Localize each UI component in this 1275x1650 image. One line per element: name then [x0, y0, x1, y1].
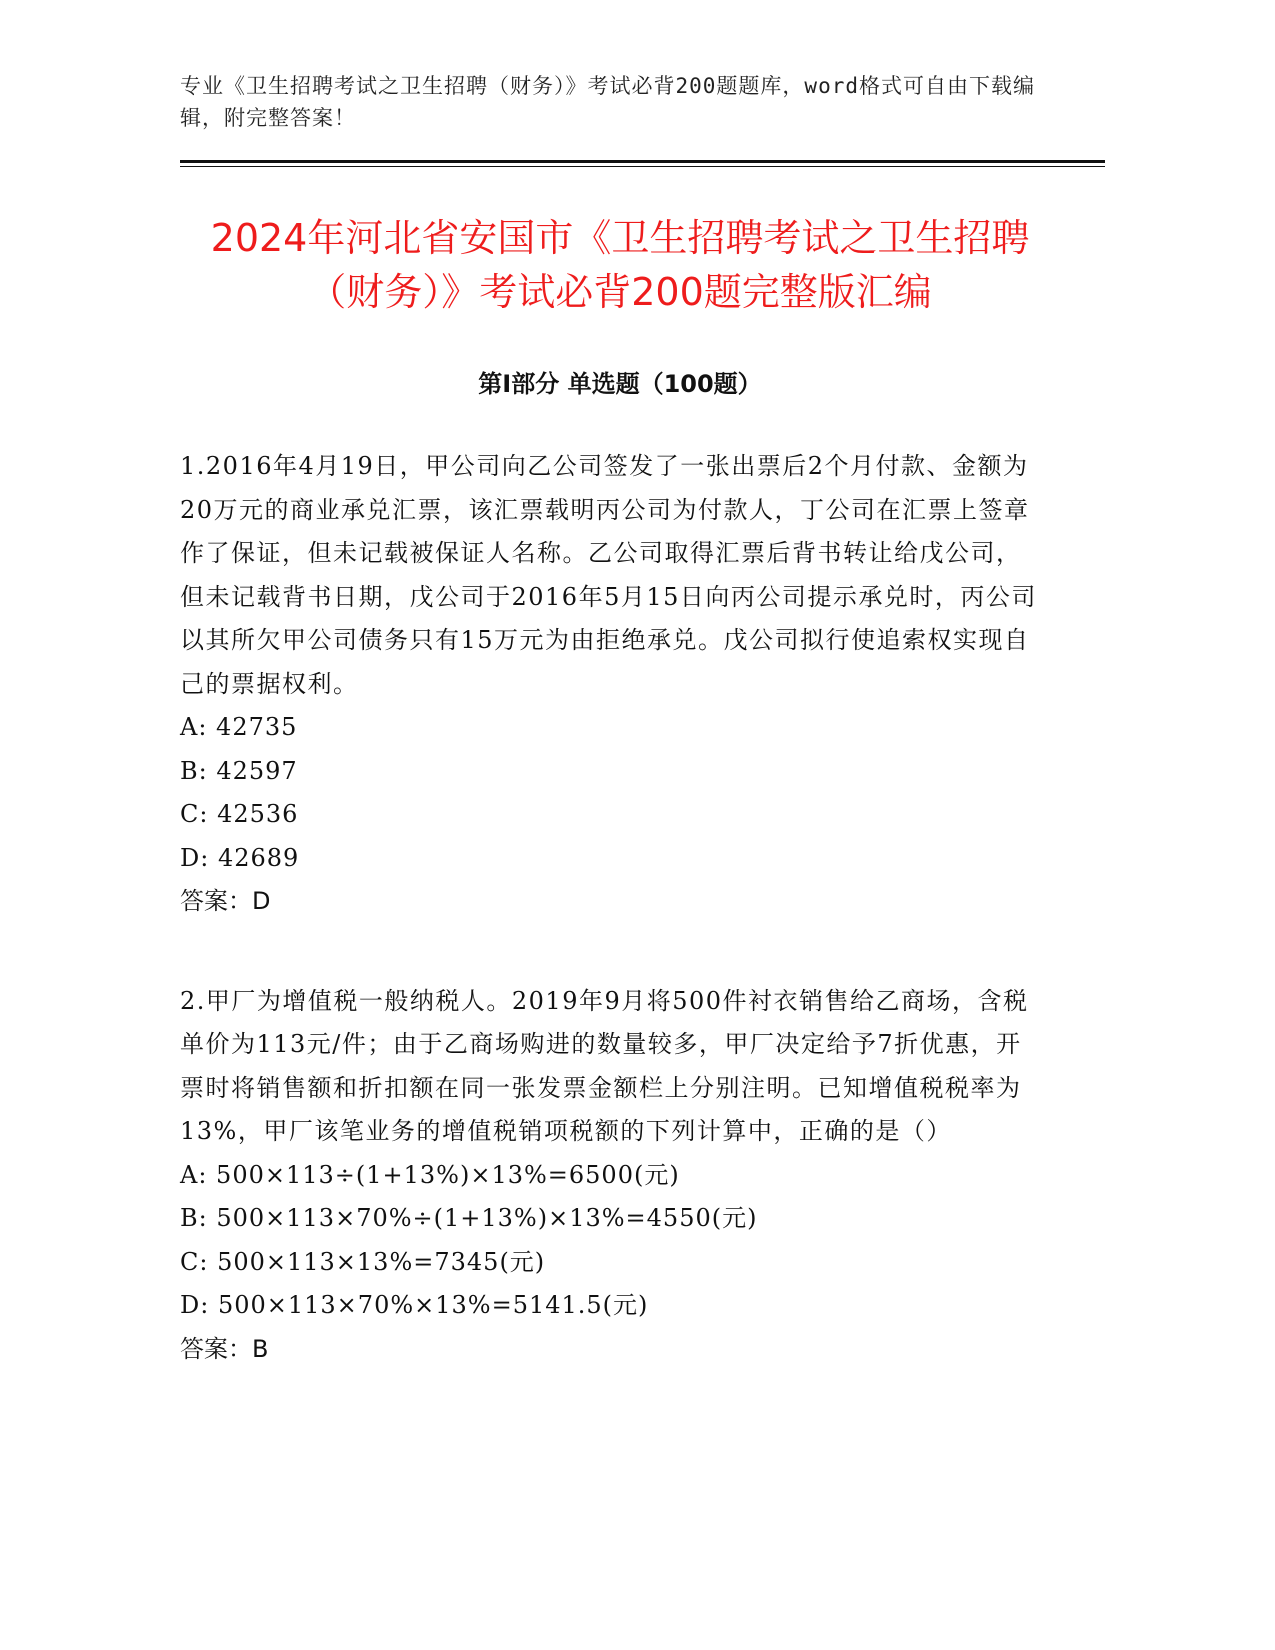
- option-b: B: 42597: [180, 756, 298, 785]
- question-stem: 2.甲厂为增值税一般纳税人。2019年9月将500件衬衣销售给乙商场，含税单价为113元/件；由于乙商场购进的数量较多，甲厂决定给予7折优惠，开票时将销售额和折扣额在同一张发票金额栏上分别注明。已知增值税税率为13%，甲厂该笔业务的增值税销项税额的下列计算中，正确的是（）: [180, 986, 1029, 1145]
- header-divider: [180, 160, 1105, 167]
- section-title: 第Ⅰ部分 单选题（100题）: [478, 370, 762, 398]
- option-c: C: 500×113×13%=7345(元): [180, 1247, 546, 1276]
- question-2: [180, 980, 1105, 1372]
- question-stem: 1.2016年4月19日，甲公司向乙公司签发了一张出票后2个月付款、金额为20万元的商业承兑汇票，该汇票载明丙公司为付款人，丁公司在汇票上签章作了保证，但未记载被保证人名称。乙公司取得汇票后背书转让给戊公司，但未记载背书日期，戊公司于2016年5月15日向丙公司提示承兑时，丙公司以其所欠甲公司债务只有15万元为由拒绝承兑。戊公司拟行使追索权实现自己的票据权利。: [180, 452, 1037, 698]
- option-d: D: 500×113×70%×13%=5141.5(元): [180, 1291, 649, 1319]
- answer: 答案：D: [180, 887, 271, 915]
- option-a: A: 42735: [180, 713, 298, 741]
- option-c: C: 42536: [180, 800, 299, 828]
- header-note: 专业《卫生招聘考试之卫生招聘（财务）》考试必背200题题库，word格式可自由下载编辑，附完整答案！: [180, 74, 1035, 130]
- option-d: D: 42689: [180, 843, 300, 872]
- option-a: A: 500×113÷(1+13%)×13%=6500(元): [180, 1160, 680, 1189]
- document-page: [180, 70, 1105, 1371]
- answer: 答案：B: [180, 1334, 269, 1363]
- document-title: 2024年河北省安国市《卫生招聘考试之卫生招聘（财务）》考试必背200题完整版汇编: [210, 216, 1030, 314]
- question-1: [180, 445, 1105, 924]
- option-b: B: 500×113×70%÷(1+13%)×13%=4550(元): [180, 1204, 758, 1232]
